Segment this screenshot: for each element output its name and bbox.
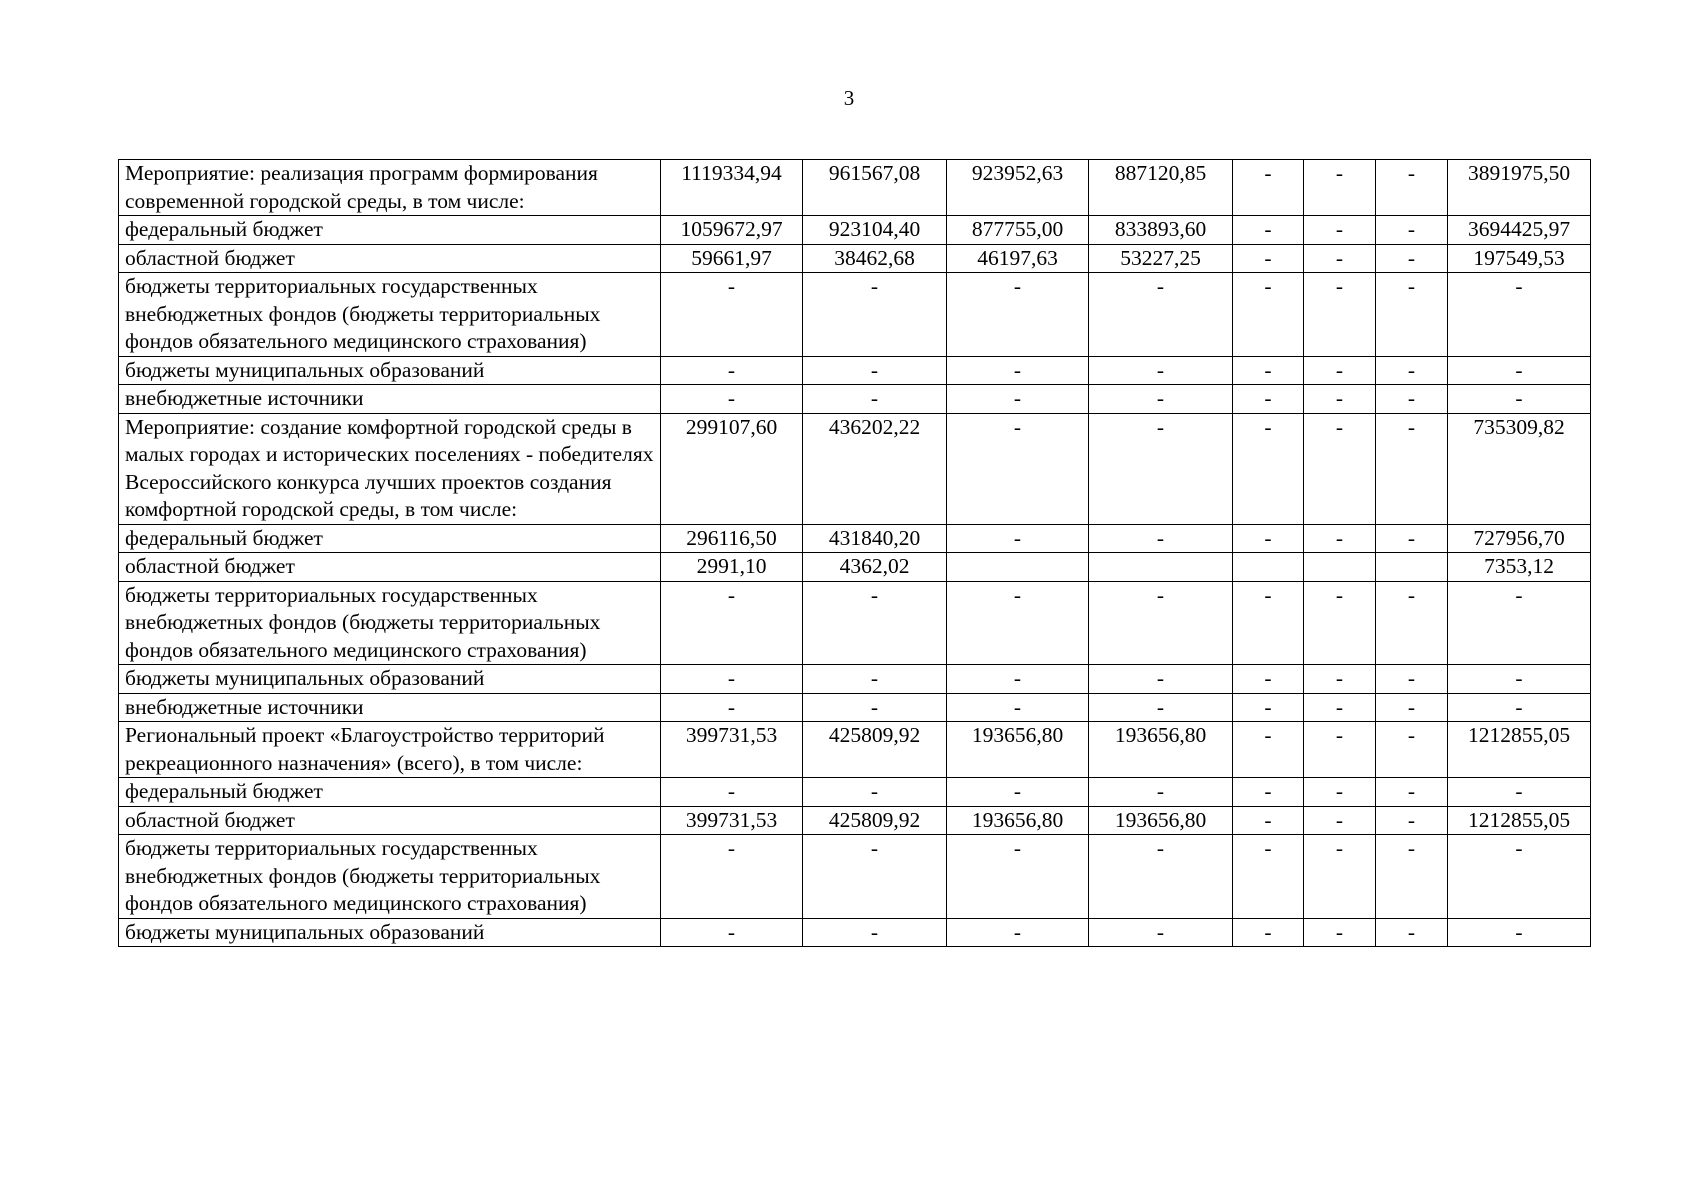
value-cell: - xyxy=(1089,778,1233,807)
value-cell: - xyxy=(803,778,947,807)
table-row xyxy=(119,273,1591,357)
row-label: бюджеты муниципальных образований xyxy=(119,918,661,947)
value-cell: - xyxy=(947,835,1089,919)
value-cell: - xyxy=(1233,693,1304,722)
value-cell: - xyxy=(1376,244,1448,273)
value-cell: - xyxy=(803,356,947,385)
value-cell: - xyxy=(1089,413,1233,524)
table-row xyxy=(119,778,1591,807)
value-cell: - xyxy=(947,918,1089,947)
value-cell: - xyxy=(1304,356,1376,385)
value-cell xyxy=(1304,553,1376,582)
row-label: бюджеты муниципальных образований xyxy=(119,356,661,385)
value-cell: - xyxy=(947,356,1089,385)
value-cell: - xyxy=(1304,835,1376,919)
table-row xyxy=(119,413,1591,524)
value-cell: 3694425,97 xyxy=(1448,216,1591,245)
value-cell: - xyxy=(1304,722,1376,778)
row-label: бюджеты территориальных государственных внебюджетных фондов (бюджеты территориальных фондов обязательного медицинского страхования) xyxy=(119,835,661,919)
row-label: областной бюджет xyxy=(119,806,661,835)
value-cell: - xyxy=(1089,835,1233,919)
value-cell: - xyxy=(803,273,947,357)
value-cell: - xyxy=(661,356,803,385)
value-cell: - xyxy=(1233,356,1304,385)
value-cell: - xyxy=(1448,665,1591,694)
table-row xyxy=(119,581,1591,665)
row-label: внебюджетные источники xyxy=(119,385,661,414)
value-cell: - xyxy=(1089,273,1233,357)
row-label: федеральный бюджет xyxy=(119,778,661,807)
value-cell: - xyxy=(947,524,1089,553)
row-label: федеральный бюджет xyxy=(119,216,661,245)
value-cell: - xyxy=(1233,244,1304,273)
value-cell: 53227,25 xyxy=(1089,244,1233,273)
table-row xyxy=(119,693,1591,722)
value-cell: - xyxy=(1376,581,1448,665)
value-cell: - xyxy=(1304,693,1376,722)
value-cell: 425809,92 xyxy=(803,806,947,835)
value-cell: 193656,80 xyxy=(1089,806,1233,835)
value-cell: - xyxy=(1304,581,1376,665)
value-cell: - xyxy=(803,693,947,722)
value-cell xyxy=(1233,553,1304,582)
value-cell: - xyxy=(1448,273,1591,357)
value-cell: - xyxy=(661,273,803,357)
value-cell: 923104,40 xyxy=(803,216,947,245)
value-cell: 923952,63 xyxy=(947,160,1089,216)
table-row xyxy=(119,244,1591,273)
row-label: бюджеты территориальных государственных внебюджетных фондов (бюджеты территориальных фондов обязательного медицинского страхования) xyxy=(119,581,661,665)
value-cell: 59661,97 xyxy=(661,244,803,273)
value-cell: 46197,63 xyxy=(947,244,1089,273)
value-cell: - xyxy=(1448,581,1591,665)
value-cell: - xyxy=(1233,581,1304,665)
value-cell: - xyxy=(1089,665,1233,694)
value-cell: - xyxy=(1089,385,1233,414)
value-cell: - xyxy=(1233,160,1304,216)
value-cell: - xyxy=(1233,216,1304,245)
row-label: Региональный проект «Благоустройство территорий рекреационного назначения» (всего), в том числе: xyxy=(119,722,661,778)
value-cell: - xyxy=(1233,835,1304,919)
value-cell: 1059672,97 xyxy=(661,216,803,245)
value-cell xyxy=(947,553,1089,582)
value-cell: - xyxy=(1304,385,1376,414)
value-cell: - xyxy=(803,835,947,919)
value-cell: - xyxy=(1448,356,1591,385)
row-label: Мероприятие: создание комфортной городской среды в малых городах и исторических поселениях - победителях Всероссийского конкурса лучших проектов создания комфортной городской среды, в том числе: xyxy=(119,413,661,524)
table-row xyxy=(119,918,1591,947)
value-cell xyxy=(1089,553,1233,582)
value-cell: - xyxy=(1448,693,1591,722)
value-cell: - xyxy=(803,581,947,665)
table-row xyxy=(119,835,1591,919)
value-cell: 193656,80 xyxy=(947,806,1089,835)
value-cell: - xyxy=(661,385,803,414)
value-cell: 833893,60 xyxy=(1089,216,1233,245)
value-cell: - xyxy=(1448,385,1591,414)
value-cell: 961567,08 xyxy=(803,160,947,216)
value-cell: - xyxy=(1089,524,1233,553)
value-cell: - xyxy=(1089,693,1233,722)
value-cell: - xyxy=(1376,778,1448,807)
page-number: 3 xyxy=(843,86,855,110)
value-cell: - xyxy=(661,665,803,694)
value-cell: - xyxy=(947,665,1089,694)
value-cell: 1119334,94 xyxy=(661,160,803,216)
value-cell: - xyxy=(1233,778,1304,807)
value-cell: 193656,80 xyxy=(1089,722,1233,778)
table-row xyxy=(119,722,1591,778)
value-cell: - xyxy=(947,693,1089,722)
row-label: федеральный бюджет xyxy=(119,524,661,553)
row-label: Мероприятие: реализация программ формирования современной городской среды, в том числе: xyxy=(119,160,661,216)
value-cell: - xyxy=(1376,693,1448,722)
value-cell: 2991,10 xyxy=(661,553,803,582)
row-label: внебюджетные источники xyxy=(119,693,661,722)
row-label: бюджеты муниципальных образований xyxy=(119,665,661,694)
table-row xyxy=(119,524,1591,553)
value-cell: - xyxy=(1304,216,1376,245)
value-cell: 1212855,05 xyxy=(1448,806,1591,835)
value-cell: - xyxy=(947,778,1089,807)
value-cell: 735309,82 xyxy=(1448,413,1591,524)
value-cell: - xyxy=(1304,413,1376,524)
value-cell: - xyxy=(1448,778,1591,807)
value-cell: - xyxy=(803,385,947,414)
value-cell: 877755,00 xyxy=(947,216,1089,245)
value-cell: - xyxy=(1304,160,1376,216)
value-cell: - xyxy=(1233,665,1304,694)
value-cell: 887120,85 xyxy=(1089,160,1233,216)
row-label: областной бюджет xyxy=(119,553,661,582)
table-row xyxy=(119,806,1591,835)
budget-table xyxy=(118,159,1591,947)
value-cell xyxy=(1376,553,1448,582)
value-cell: 4362,02 xyxy=(803,553,947,582)
value-cell: - xyxy=(1304,244,1376,273)
value-cell: - xyxy=(1376,665,1448,694)
value-cell: - xyxy=(1233,806,1304,835)
value-cell: 296116,50 xyxy=(661,524,803,553)
value-cell: - xyxy=(1233,385,1304,414)
value-cell: - xyxy=(661,581,803,665)
value-cell: - xyxy=(1304,918,1376,947)
value-cell: - xyxy=(1304,524,1376,553)
value-cell: - xyxy=(1376,722,1448,778)
value-cell: - xyxy=(1089,356,1233,385)
value-cell: - xyxy=(947,385,1089,414)
row-label: бюджеты территориальных государственных внебюджетных фондов (бюджеты территориальных фондов обязательного медицинского страхования) xyxy=(119,273,661,357)
value-cell: 1212855,05 xyxy=(1448,722,1591,778)
value-cell: 436202,22 xyxy=(803,413,947,524)
table-row xyxy=(119,216,1591,245)
value-cell: 3891975,50 xyxy=(1448,160,1591,216)
value-cell: 399731,53 xyxy=(661,722,803,778)
value-cell: - xyxy=(661,835,803,919)
value-cell: 7353,12 xyxy=(1448,553,1591,582)
value-cell: - xyxy=(1376,918,1448,947)
value-cell: - xyxy=(947,581,1089,665)
value-cell: 425809,92 xyxy=(803,722,947,778)
value-cell: 193656,80 xyxy=(947,722,1089,778)
value-cell: - xyxy=(1304,273,1376,357)
value-cell: - xyxy=(1304,778,1376,807)
value-cell: 727956,70 xyxy=(1448,524,1591,553)
table-body xyxy=(119,160,1591,947)
value-cell: - xyxy=(1376,273,1448,357)
value-cell: 399731,53 xyxy=(661,806,803,835)
value-cell: 299107,60 xyxy=(661,413,803,524)
value-cell: 197549,53 xyxy=(1448,244,1591,273)
value-cell: - xyxy=(1376,835,1448,919)
value-cell: 431840,20 xyxy=(803,524,947,553)
row-label: областной бюджет xyxy=(119,244,661,273)
value-cell: - xyxy=(1376,413,1448,524)
value-cell: - xyxy=(1376,524,1448,553)
value-cell: - xyxy=(1376,806,1448,835)
value-cell: - xyxy=(661,918,803,947)
table-row xyxy=(119,160,1591,216)
value-cell: - xyxy=(1089,581,1233,665)
value-cell: - xyxy=(661,778,803,807)
value-cell: - xyxy=(1376,385,1448,414)
value-cell: - xyxy=(661,693,803,722)
value-cell: - xyxy=(1376,356,1448,385)
value-cell: - xyxy=(947,273,1089,357)
value-cell: - xyxy=(1233,413,1304,524)
table-row xyxy=(119,553,1591,582)
value-cell: - xyxy=(1233,918,1304,947)
table-row xyxy=(119,385,1591,414)
table-row xyxy=(119,665,1591,694)
table-row xyxy=(119,356,1591,385)
value-cell: 38462,68 xyxy=(803,244,947,273)
value-cell: - xyxy=(1233,273,1304,357)
value-cell: - xyxy=(803,665,947,694)
value-cell: - xyxy=(1233,722,1304,778)
value-cell: - xyxy=(1448,918,1591,947)
value-cell: - xyxy=(803,918,947,947)
value-cell: - xyxy=(1304,665,1376,694)
value-cell: - xyxy=(1089,918,1233,947)
value-cell: - xyxy=(1448,835,1591,919)
value-cell: - xyxy=(1233,524,1304,553)
value-cell: - xyxy=(1376,216,1448,245)
value-cell: - xyxy=(947,413,1089,524)
value-cell: - xyxy=(1304,806,1376,835)
value-cell: - xyxy=(1376,160,1448,216)
